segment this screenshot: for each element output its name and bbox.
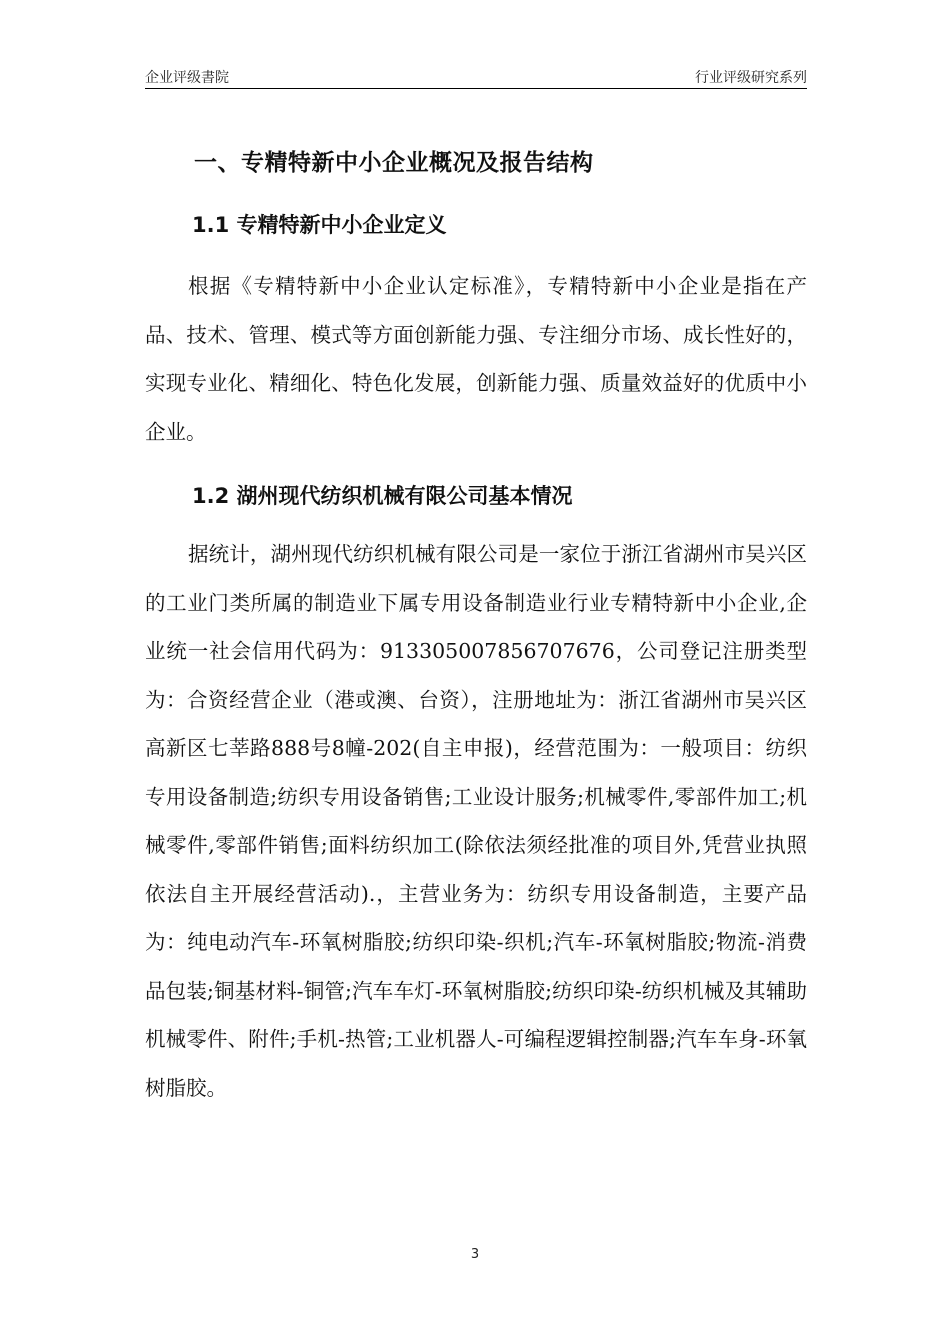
document-body [145,143,807,1112]
section-heading: 一、专精特新中小企业概况及报告结构 [194,150,594,176]
header-right-text: 行业评级研究系列 [695,70,807,86]
company-paragraph: 据统计，湖州现代纺织机械有限公司是一家位于浙江省湖州市吴兴区的工业门类所属的制造业下属专用设备制造业行业专精特新中小企业,企业统一社会信用代码为：913305007856707676，公司登记注册类型为：合资经营企业（港或澳、台资），注册地址为：浙江省湖州市吴兴区高新区七莘路888号8幢-202(自主申报)，经营范围为：一般项目：纺织专用设备制造;纺织专用设备销售;工业设计服务;机械零件,零部件加工;机械零件,零部件销售;面料纺织加工(除依法须经批准的项目外,凭营业执照依法自主开展经营活动).，主营业务为：纺织专用设备制造，主要产品为：纯电动汽车-环氧树脂胶;纺织印染-织机;汽车-环氧树脂胶;物流-消费品包装;铜基材料-铜管;汽车车灯-环氧树脂胶;纺织印染-纺织机械及其辅助机械零件、附件;手机-热管;工业机器人-可编程逻辑控制器;汽车车身-环氧树脂胶。 [145,542,807,1100]
page-header [145,64,807,89]
subsection-heading-company: 1.2 湖州现代纺织机械有限公司基本情况 [192,484,573,508]
header-left-text: 企业评级書院 [145,70,229,86]
page-number: 3 [470,1247,480,1262]
subsection-heading-definition: 1.1 专精特新中小企业定义 [192,213,447,237]
definition-paragraph: 根据《专精特新中小企业认定标准》，专精特新中小企业是指在产品、技术、管理、模式等方面创新能力强、专注细分市场、成长性好的，实现专业化、精细化、特色化发展，创新能力强、质量效益好的优质中小企业。 [145,274,807,444]
